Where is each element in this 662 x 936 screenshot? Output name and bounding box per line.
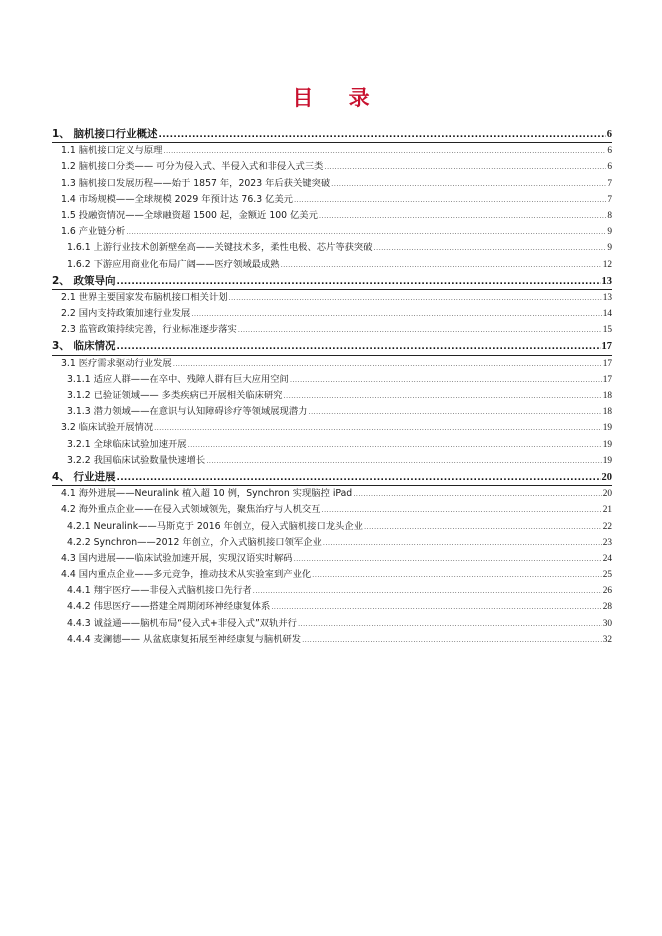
dot-leader <box>294 551 602 567</box>
toc-page-number: 6 <box>607 162 612 173</box>
toc-entry-label: 2、 政策导向 <box>52 274 116 287</box>
toc-chapter-entry[interactable] <box>52 469 612 486</box>
toc-section-entry[interactable] <box>52 420 612 436</box>
toc-entry-label: 3.1.3 潜力领域——在意识与认知障碍诊疗等领域展现潜力 <box>67 406 308 418</box>
toc-page-number: 28 <box>602 602 612 613</box>
dot-leader <box>319 208 606 224</box>
toc-entry-label: 1.6 产业链分析 <box>61 226 126 238</box>
toc-chapter-entry[interactable] <box>52 338 612 355</box>
toc-entry-label: 4.4.3 诚益通——脑机布局“侵入式+非侵入式”双轨并行 <box>67 617 297 629</box>
toc-page-number: 23 <box>602 537 612 548</box>
dot-leader <box>281 257 602 273</box>
toc-page-number: 19 <box>602 455 612 466</box>
toc-page-number: 9 <box>607 227 612 238</box>
dot-leader <box>229 290 602 306</box>
dot-leader <box>324 159 606 175</box>
toc-section-entry[interactable] <box>52 535 612 551</box>
dot-leader <box>308 404 601 420</box>
dot-leader <box>374 240 607 256</box>
toc-page-number: 6 <box>607 146 612 157</box>
toc-entry-label: 3.2 临床试验开展情况 <box>61 422 154 434</box>
toc-page-number: 7 <box>607 194 612 205</box>
toc-page-number: 18 <box>602 407 612 418</box>
toc-section-entry[interactable] <box>52 192 612 208</box>
toc-entry-label: 2.2 国内支持政策加速行业发展 <box>61 308 191 320</box>
toc-entry-label: 1.2 脑机接口分类—— 可分为侵入式、半侵入式和非侵入式三类 <box>61 161 324 173</box>
dot-leader <box>323 535 602 551</box>
toc-entry-label: 1.5 投融资情况——全球融资超 1500 起，金额近 100 亿美元 <box>61 209 318 221</box>
toc-entry-label: 3.2.1 全球临床试验加速开展 <box>67 438 187 450</box>
dot-leader <box>116 274 600 290</box>
toc-page-number: 25 <box>602 570 612 581</box>
toc-section-entry[interactable] <box>52 356 612 372</box>
dot-leader <box>188 437 602 453</box>
toc-page-number: 32 <box>602 634 612 645</box>
toc-section-entry[interactable] <box>52 437 612 453</box>
toc-entry-label: 4.1 海外进展——Neuralink 植入超 10 例，Synchron 实现脑控 iPad <box>61 488 353 500</box>
toc-entry-label: 2.3 监管政策持续完善，行业标准逐步落实 <box>61 324 237 336</box>
dot-leader <box>126 224 606 240</box>
dot-leader <box>116 470 600 486</box>
toc-entry-label: 4.4.4 麦澜德—— 从盆底康复拓展至神经康复与脑机研发 <box>67 633 302 645</box>
dot-leader <box>353 486 602 502</box>
toc-entry-label: 4.2.2 Synchron——2012 年创立，介入式脑机接口领军企业 <box>67 536 322 548</box>
toc-section-entry[interactable] <box>52 208 612 224</box>
toc-entry-label: 4.4.2 伟思医疗——搭建全周期闭环神经康复体系 <box>67 601 271 613</box>
dot-leader <box>206 453 602 469</box>
toc-section-entry[interactable] <box>52 176 612 192</box>
toc-section-entry[interactable] <box>52 240 612 256</box>
toc-page-number: 12 <box>602 259 612 270</box>
dot-leader <box>154 420 602 436</box>
toc-chapter-entry[interactable] <box>52 126 612 143</box>
dot-leader <box>331 176 606 192</box>
toc-entry-label: 4.2 海外重点企业——在侵入式领域领先，聚焦治疗与人机交互 <box>61 504 321 516</box>
toc-entry-label: 3.1.1 适应人群——在卒中、残障人群有巨大应用空间 <box>67 373 289 385</box>
toc-section-entry[interactable] <box>52 583 612 599</box>
toc-entry-label: 2.1 世界主要国家发布脑机接口相关计划 <box>61 291 228 303</box>
toc-section-entry[interactable] <box>52 551 612 567</box>
toc-page-number: 6 <box>606 129 612 140</box>
toc-section-entry[interactable] <box>52 372 612 388</box>
dot-leader <box>312 567 602 583</box>
toc-section-entry[interactable] <box>52 306 612 322</box>
toc-section-entry[interactable] <box>52 453 612 469</box>
toc-page-number: 17 <box>602 358 612 369</box>
toc-section-entry[interactable] <box>52 224 612 240</box>
toc-page-number: 17 <box>602 374 612 385</box>
toc-entry-label: 3.1 医疗需求驱动行业发展 <box>61 357 172 369</box>
toc-page-number: 17 <box>601 341 612 353</box>
dot-leader <box>321 502 601 518</box>
dot-leader <box>271 599 601 615</box>
dot-leader <box>302 632 602 648</box>
dot-leader <box>163 143 606 159</box>
toc-section-entry[interactable] <box>52 322 612 338</box>
toc-entry-label: 4.4 国内重点企业——多元竞争，推动技术从实验室到产业化 <box>61 569 312 581</box>
toc-entry-label: 4.2.1 Neuralink——马斯克于 2016 年创立，侵入式脑机接口龙头企业 <box>67 520 363 532</box>
toc-entry-label: 3、 临床情况 <box>52 340 116 353</box>
toc-page-number: 26 <box>602 586 612 597</box>
toc-entry-label: 1.6.1 上游行业技术创新壁垒高——关键技术多，柔性电极、芯片等获突破 <box>67 242 373 254</box>
toc-page-number: 18 <box>602 391 612 401</box>
toc-section-entry[interactable] <box>52 159 612 175</box>
toc-entry-label: 1.3 脑机接口发展历程——始于 1857 年，2023 年后获关键突破 <box>61 177 331 189</box>
toc-title: 目 录 <box>292 86 384 110</box>
toc-section-entry[interactable] <box>52 616 612 632</box>
toc-page-number: 13 <box>602 292 612 303</box>
toc-page-number: 8 <box>607 210 612 221</box>
toc-entry-label: 4、 行业进展 <box>52 470 116 483</box>
toc-chapter-entry[interactable] <box>52 273 612 290</box>
toc-section-entry[interactable] <box>52 567 612 583</box>
toc-page-number: 14 <box>602 309 612 320</box>
toc-section-entry[interactable] <box>52 143 612 159</box>
dot-leader <box>238 322 602 338</box>
toc-section-entry[interactable] <box>52 599 612 615</box>
dot-leader <box>294 192 606 208</box>
toc-entry-label: 1.6.2 下游应用商业化布局广阔——医疗领域最成熟 <box>67 258 280 270</box>
dot-leader <box>364 519 602 535</box>
toc-entry-label: 1.1 脑机接口定义与原理 <box>61 145 163 157</box>
toc-entry-label: 1.4 市场规模——全球规模 2029 年预计达 76.3 亿美元 <box>61 193 293 205</box>
toc-page-number: 19 <box>602 423 612 434</box>
toc-page-number: 30 <box>602 618 612 629</box>
dot-leader <box>116 339 600 355</box>
toc-section-entry[interactable] <box>52 519 612 535</box>
toc-page-number: 24 <box>602 553 612 564</box>
toc-page-number: 22 <box>602 521 612 532</box>
toc-section-entry[interactable] <box>52 290 612 306</box>
toc-page-number: 19 <box>602 439 612 450</box>
toc-section-entry[interactable] <box>52 486 612 502</box>
toc-section-entry[interactable] <box>52 388 612 404</box>
toc-entry-label: 1、 脑机接口行业概述 <box>52 128 158 140</box>
toc-section-entry[interactable] <box>52 404 612 420</box>
toc-entry-label: 4.3 国内进展——临床试验加速开展，实现汉语实时解码 <box>61 552 293 564</box>
toc-section-entry[interactable] <box>52 632 612 648</box>
toc-page-number: 21 <box>602 505 612 516</box>
toc-entry-label: 4.4.1 翔宇医疗——非侵入式脑机接口先行者 <box>67 585 252 597</box>
dot-leader <box>290 372 602 388</box>
dot-leader <box>253 583 602 599</box>
toc-page-number: 9 <box>607 243 612 254</box>
dot-leader <box>298 616 602 632</box>
toc-page-number: 7 <box>607 178 612 189</box>
toc-entry-label: 3.1.2 已验证领域—— 多类疾病已开展相关临床研究 <box>67 390 283 401</box>
dot-leader <box>284 388 602 404</box>
dot-leader <box>191 306 601 322</box>
toc-section-entry[interactable] <box>52 502 612 518</box>
dot-leader <box>158 127 605 143</box>
toc-page-number: 13 <box>601 275 612 287</box>
toc-page-number: 15 <box>602 325 612 336</box>
table-of-contents <box>52 126 612 648</box>
toc-section-entry[interactable] <box>52 257 612 273</box>
toc-page-number: 20 <box>602 489 612 500</box>
dot-leader <box>173 356 602 372</box>
toc-entry-label: 3.2.2 我国临床试验数量快速增长 <box>67 454 206 466</box>
toc-page-number: 20 <box>601 471 612 483</box>
